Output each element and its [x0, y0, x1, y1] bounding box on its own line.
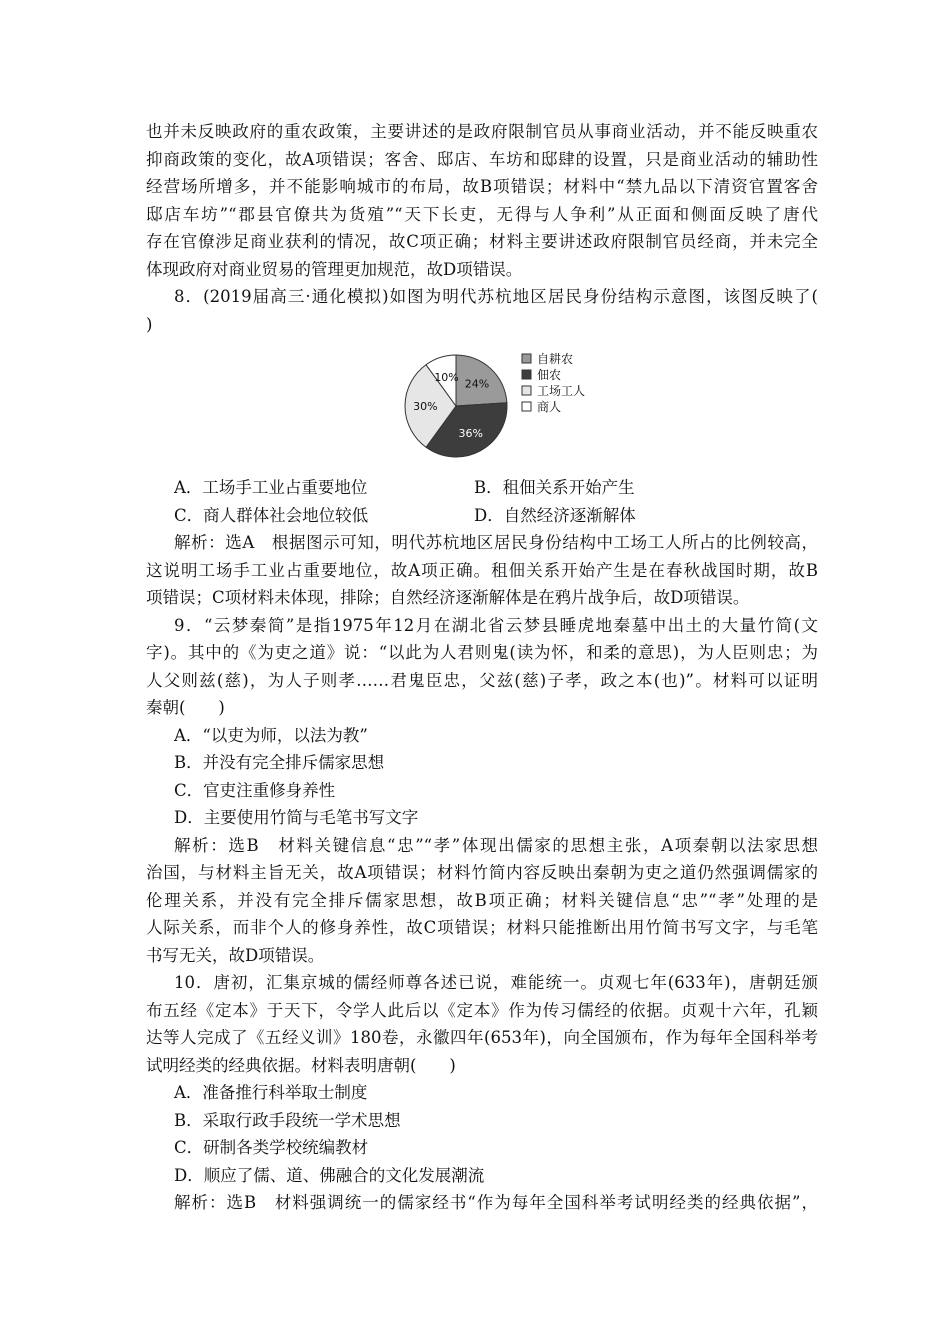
question-9-stem: 秦朝( ) — [146, 698, 225, 717]
question-8-options-row-2 — [146, 502, 818, 530]
question-9-stem: 9．“云梦秦简”是指1975年12月在湖北省云梦县睡虎地秦墓中出土的大量竹简(文 — [174, 615, 818, 635]
prev-analysis-line: 体现政府对商业贸易的管理更加规范，故D项错误。 — [146, 259, 523, 279]
question-9-stem: 人父则兹(慈)，为人子则孝……君鬼臣忠，父兹(慈)子孝，政之本(也)”。材料可以证明 — [146, 670, 818, 690]
question-8-stem: 8．(2019届高三·通化模拟)如图为明代苏杭地区居民身份结构示意图，该图反映了( — [174, 287, 818, 306]
question-8-analysis: 项错误；C项材料未体现，排除；自然经济逐渐解体是在鸦片战争后，故D项错误。 — [146, 588, 750, 607]
pie-slice-label-4: 10% — [434, 370, 459, 384]
question-9-analysis: 伦理关系，并没有完全排斥儒家思想，故B项正确；材料关键信息“忠”“孝”处理的是 — [146, 890, 818, 910]
question-10-stem: 试明经类的经典依据。材料表明唐朝( ) — [146, 1055, 456, 1075]
option-d[interactable]: D．主要使用竹简与毛笔书写文字 — [174, 808, 419, 827]
option-a[interactable]: A．“以吏为师，以法为教” — [174, 725, 368, 745]
pie-slice-label-2: 36% — [458, 426, 483, 440]
legend-swatch-2 — [522, 370, 531, 379]
prev-analysis-line: 邸店车坊”“郡县官僚共为货殖”“天下长吏，无得与人争利”从正面和侧面反映了唐代 — [146, 204, 818, 224]
option-b[interactable]: B．并没有完全排斥儒家思想 — [174, 753, 385, 772]
pie-chart-svg — [396, 346, 626, 466]
question-10-stem: 10．唐初，汇集京城的儒经师尊各述已说，难能统一。贞观七年(633年)，唐朝廷颁 — [174, 973, 818, 992]
question-10-stem: 达等人完成了《五经义训》180卷，永徽四年(653年)，向全国颁布，作为每年全国科举考 — [146, 1028, 818, 1047]
prev-analysis — [146, 118, 818, 283]
option-b[interactable]: B．租佃关系开始产生 — [474, 478, 635, 497]
question-10 — [146, 969, 818, 1217]
prev-analysis-line: 抑商政策的变化，故A项错误；客舍、邸店、车坊和邸肆的设置，只是商业活动的辅助性 — [146, 149, 818, 169]
option-c[interactable]: C．官吏注重修身养性 — [174, 780, 336, 800]
option-c[interactable]: C．商人群体社会地位较低 — [174, 505, 369, 525]
question-10-analysis: 解析：选B 材料强调统一的儒家经书“作为每年全国科举考试明经类的经典依据”， — [174, 1193, 818, 1212]
option-a[interactable]: A．准备推行科举取士制度 — [174, 1083, 368, 1102]
pie-slice-label-1: 24% — [464, 377, 490, 391]
question-8 — [146, 283, 818, 612]
question-9-stem: 字)。其中的《为吏之道》说：“以此为人君则鬼(读为怀，和柔的意思)，为人臣则忠；为 — [146, 643, 818, 662]
legend-label-3: 工场工人 — [537, 384, 586, 398]
question-8-analysis: 这说明工场手工业占重要地位，故A项正确。租佃关系开始产生是在春秋战国时期，故B — [146, 560, 818, 580]
question-8-stem: ) — [146, 314, 153, 334]
legend-swatch-3 — [522, 386, 531, 395]
legend-label-2: 佃农 — [537, 368, 562, 382]
question-10-stem: 布五经《定本》于天下，令学人此后以《定本》作为传习儒经的依据。贞观十六年，孔颖 — [146, 1000, 818, 1020]
option-c[interactable]: C．研制各类学校统编教材 — [174, 1138, 369, 1157]
legend-label-4: 商人 — [537, 400, 562, 414]
question-8-analysis: 解析：选A 根据图示可知，明代苏杭地区居民身份结构中工场工人所占的比例较高， — [174, 533, 818, 552]
document-page — [146, 118, 818, 1217]
question-9-analysis: 治国，与材料主旨无关，故A项错误；材料竹简内容反映出秦朝为吏之道仍然强调儒家的 — [146, 863, 818, 882]
option-a[interactable]: A．工场手工业占重要地位 — [174, 478, 368, 497]
legend-swatch-1 — [522, 354, 531, 363]
prev-analysis-line: 也并未反映政府的重农政策，主要讲述的是政府限制官员从事商业活动，并不能反映重农 — [146, 122, 818, 141]
prev-analysis-line: 存在官僚涉足商业获利的情况，故C项正确；材料主要讲述政府限制官员经商，并未完全 — [146, 232, 818, 251]
question-9-analysis: 人际关系，而非个人的修身养性，故C项错误；材料只能推断出用竹简书写文字，与毛笔 — [146, 918, 818, 937]
question-9-analysis: 书写无关，故D项错误。 — [146, 945, 325, 965]
option-d[interactable]: D．自然经济逐渐解体 — [474, 505, 636, 525]
prev-analysis-line: 经营场所增多，并不能影响城市的布局，故B项错误；材料中“禁九品以下清资官置客舍 — [146, 177, 818, 196]
question-8-options-row-1 — [146, 474, 818, 502]
option-b[interactable]: B．采取行政手段统一学术思想 — [174, 1110, 401, 1130]
question-9-analysis: 解析：选B 材料关键信息“忠”“孝”体现出儒家的思想主张，A项秦朝以法家思想 — [174, 835, 818, 855]
pie-chart — [146, 346, 818, 466]
pie-slice-label-3: 30% — [413, 400, 438, 413]
legend-label-1: 自耕农 — [537, 352, 574, 366]
question-9 — [146, 612, 818, 970]
option-d[interactable]: D．顺应了儒、道、佛融合的文化发展潮流 — [174, 1165, 485, 1185]
legend-swatch-4 — [522, 402, 531, 411]
